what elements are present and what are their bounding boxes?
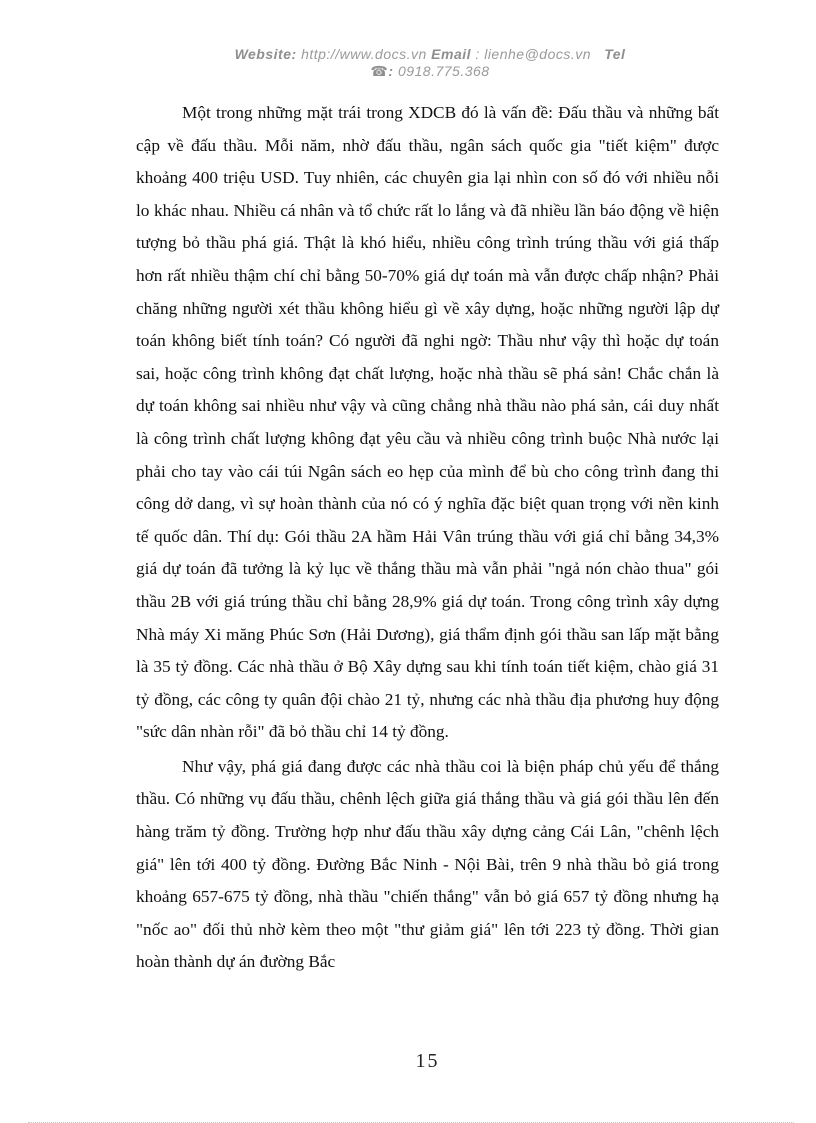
- page-number: 15: [415, 1050, 440, 1072]
- paragraph: Như vậy, phá giá đang được các nhà thầu coi là biện pháp chủ yếu để thắng thầu. Có những vụ đấu thầu, chênh lệch giữa giá thắng thầu và giá gói thầu lên đến hàng trăm tỷ đồng. Trường hợp như đấu thầu xây dựng cảng Cái Lân, "chênh lệch giá" lên tới 400 tỷ đồng. Đường Bắc Ninh - Nội Bài, trên 9 nhà thầu bỏ giá trong khoảng 657-675 tỷ đồng, nhà thầu "chiến thắng" vẫn bỏ giá 657 tỷ đồng nhưng hạ "nốc ao" đối thủ nhờ kèm theo một "thư giảm giá" lên tới 223 tỷ đồng. Thời gian hoàn thành dự án đường Bắc: [136, 756, 719, 972]
- paragraph: Một trong những mặt trái trong XDCB đó là vấn đề: Đấu thầu và những bất cập về đấu thầu. Mỗi năm, nhờ đấu thầu, ngân sách quốc gia "tiết kiệm" được khoảng 400 triệu USD. Tuy nhiên, các chuyên gia lại nhìn con số đó với nhiều nỗi lo khác nhau. Nhiều cá nhân và tổ chức rất lo lắng và đã nhiều lần báo động về hiện tượng bỏ thầu phá giá. Thật là khó hiểu, nhiều công trình trúng thầu với giá thấp hơn rất nhiều thậm chí chỉ bằng 50-70% giá dự toán mà vẫn được chấp nhận? Phải chăng những người xét thầu không hiểu gì về xây dựng, hoặc những người lập dự toán không biết tính toán? Có người đã nghi ngờ: Thầu như vậy thì hoặc dự toán sai, hoặc công trình không đạt chất lượng, hoặc nhà thầu sẽ phá sản! Chắc chắn là dự toán không sai nhiều như vậy và cũng chẳng nhà thầu nào phá sản, cái duy nhất là công trình chất lượng không đạt yêu cầu và nhiều công trình buộc Nhà nước lại phải cho tay vào cái túi Ngân sách eo hẹp của mình để bù cho công trình đang thi công dở dang, vì sự hoàn thành của nó có ý nghĩa đặc biệt quan trọng với nền kinh tế quốc dân. Thí dụ: Gói thầu 2A hầm Hải Vân trúng thầu với giá chỉ bằng 34,3% giá dự toán đã tưởng là kỷ lục về thắng thầu mà vẫn phải "ngả nón chào thua" gói thầu 2B với giá trúng thầu chỉ bằng 28,9% giá dự toán. Trong công trình xây dựng Nhà máy Xi măng Phúc Sơn (Hải Dương), giá thẩm định gói thầu san lấp mặt bằng là 35 tỷ đồng. Các nhà thầu ở Bộ Xây dựng sau khi tính toán tiết kiệm, chào giá 31 tỷ đồng, các công ty quân đội chào 21 tỷ, nhưng các nhà thầu địa phương huy động "sức dân nhàn rỗi" đã bỏ thầu chỉ 14 tỷ đồng.: [136, 103, 719, 742]
- email-separator: :: [475, 46, 480, 62]
- website-separator: :: [291, 46, 297, 62]
- telephone-icon: ☎: [370, 63, 389, 79]
- phone-separator: :: [388, 63, 394, 79]
- website-label: Website: [234, 46, 292, 62]
- page-header: [110, 46, 750, 80]
- phone-value: 0918.775.368: [397, 63, 490, 79]
- email-label: Email: [431, 46, 472, 62]
- website-url[interactable]: http://www.docs.vn: [301, 46, 427, 62]
- tel-label: Tel: [604, 46, 626, 62]
- header-phone-line: [110, 63, 750, 80]
- document-body: [136, 97, 719, 981]
- email-value[interactable]: lienhe@docs.vn: [484, 46, 592, 62]
